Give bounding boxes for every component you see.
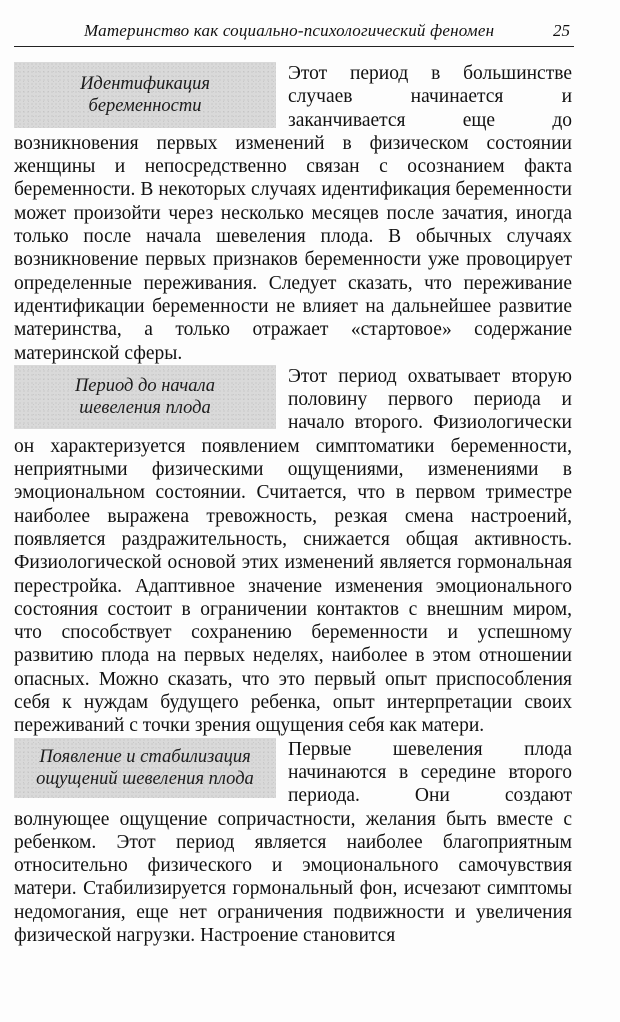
paragraph-text: Этот период охватывает вторую половину первого периода и начало второго. Физиологически он характеризуется появлением симптоматики беременности, неприятными физическими ощущениями, изменениями в эмоциональном состоянии. Считается, что в первом триместре наиболее выражена тревожность, резкая смена настроений, появляется раздражительность, снижается общая активность. Физиологической основой этих изменений является гормональная перестройка. Адаптивное значение изменения эмоционального состояния состоит в ограничении контактов с внешним миром, что способствует сохранению беременности и успешному развитию плода на первых неделях, наиболее в этом отношении опасных. Можно сказать, что это первый опыт приспособления себя к нуждам будущего ребенка, опыт интерпретации своих переживаний с точки зрения ощущения себя как матери. (14, 365, 572, 737)
heading-line: шевеления плода (79, 397, 211, 418)
paragraph-text: Этот период в большинстве случаев начинается и заканчивается еще до возникновения первых изменений в физическом состоянии женщины и непосредственно связан с осознанием факта беременности. В некоторых случаях идентификация беременности может произойти через несколько месяцев после зачатия, иногда только после начала шевеления плода. В обычных случаях возникновение первых признаков беременности уже провоцирует определенные переживания. Следует сказать, что переживание идентификации беременности не влияет на дальнейшее развитие материнства, а только отражает «стартовое» содержание материнской сферы. (14, 63, 572, 364)
heading-line: Период до начала (74, 375, 216, 396)
running-header (14, 18, 574, 47)
heading-line: Появление и стабилизация (39, 746, 251, 767)
heading-line: Идентификация (80, 74, 210, 94)
section-movement (14, 738, 572, 948)
page-body (14, 62, 572, 947)
running-title: Материнство как социально-психологический феномен (84, 21, 495, 40)
sidebar-heading-before-movement (14, 365, 276, 429)
page-number: 25 (553, 21, 570, 40)
heading-line: ощущений шевеления плода (36, 768, 254, 789)
section-before-movement (14, 365, 572, 738)
sidebar-heading-movement (14, 738, 276, 798)
sidebar-heading-identification (14, 62, 276, 128)
paragraph-text: Первые шевеления плода начинаются в середине второго периода. Они создают волнующее ощущение сопричастности, желания быть вместе с ребенком. Этот период является наиболее благоприятным относительно физического и эмоционального самочувствия матери. Стабилизируется гормональный фон, исчезают симптомы недомогания, еще нет ограничения подвижности и увеличения физической нагрузки. Настроение становится (14, 738, 572, 946)
heading-line: беременности (88, 96, 202, 116)
section-identification (14, 62, 572, 365)
